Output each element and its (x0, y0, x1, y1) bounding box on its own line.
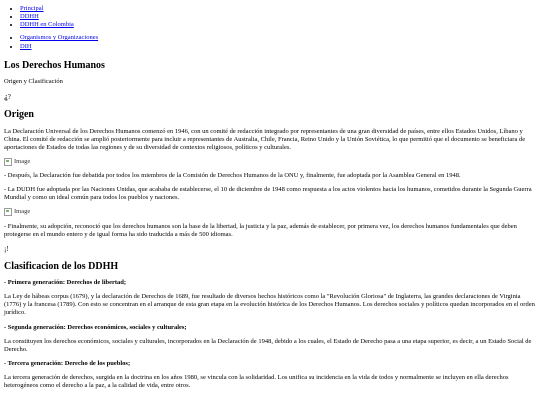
origen-paragraph-2: - Después, la Declaración fue debatida por todos los miembros de la Comisión de Derechos Humanos de la ONU y, finalmente, fue adoptada por la Asamblea General en 1948. (4, 172, 461, 179)
generation-1-title: - Primera generación: Derechos de libertad; (4, 279, 127, 286)
broken-image-2 (4, 208, 536, 216)
origen-paragraph-4: - Finalmente, su adopción, reconoció que los derechos humanos son la base de la libertad, la justicia y la paz, además de establecer, por primera vez, los derechos humanos fundamentales que deben protegerse en el mundo entero y de igual forma ha sido traducida a más de 500 idiomas. (4, 222, 517, 238)
section-heading-origen: Origen (4, 109, 34, 120)
image-alt-text: Image (14, 208, 31, 216)
nav-link-ddhh-colombia[interactable]: DDHH en Colombia (20, 21, 74, 29)
nav-link-principal[interactable]: Principal (20, 5, 44, 12)
origen-paragraph-1: La Declaración Universal de los Derechos Humanos comenzó en 1946, con un comité de redacción integrado por representantes de una gran diversidad de países, entre ellos Estados Unidos, Líbano y China. El comité de redacción se amplió posteriormente para incluir a representantes de Australia, Chile, Francia, Reino Unido y la Unión Soviética, lo que permitió que el documento se beneficiara de aportaciones de Estados de todas las regiones y de su diversidad de contextos religiosos, políticos y culturales. (4, 127, 526, 151)
generation-1-text: La Ley de hábeas corpus (1679), y la declaración de Derechos de 1689, fue resultado de diversos hechos históricos como la "Revolución Gloriosa" de Inglaterra, las grandes declaraciones de Virginia (1776) y la francesa (1789). Con esto se concentran en el arranque de esta gran etapa en la evolución histórica de los Derechos Humanos. Los derechos sociales y políticos quedan incorporados en el orden jurídico. (4, 293, 535, 317)
decorative-glyph: ⸘? (4, 93, 11, 102)
nav-link-organismos[interactable]: Organismos y Organizaciones (20, 34, 99, 42)
primary-nav (4, 5, 536, 29)
secondary-nav (4, 34, 536, 50)
generation-3-text: La tercera generación de derechos, surgida en la doctrina en los años 1980, se vincula con la solidaridad. Los unifica su incidencia en la vida de todos y normalmente se incluyen en ella derechos heterogéneos como el derecho a la paz, a la calidad de vida, entre otros. (4, 374, 509, 390)
page-title: Los Derechos Humanos (4, 59, 105, 71)
origen-paragraph-3: - La DUDH fue adoptada por las Naciones Unidas, que acababa de establecerse, el 10 de diciembre de 1948 como respuesta a los actos violentos hacia los humanos, cometidos durante la Segunda Guerra Mundial y como un ideal común para todos los pueblos y naciones. (4, 186, 532, 202)
page-subtitle: Origen y Clasificación (4, 78, 63, 86)
nav-item-organismos (20, 34, 536, 42)
nav-item-dih (20, 43, 536, 51)
nav-link-ddhh[interactable]: DDHH (20, 13, 39, 21)
nav-link-dih[interactable]: DIH (20, 42, 32, 50)
nav-item-principal (20, 5, 536, 13)
generation-2-text: La constituyen los derechos económicos, sociales y culturales, incorporados en la Declaración de 1948, debido a los cuales, el Estado de Derecho pasa a una etapa superior, es decir, a un Estado Social de Derecho. (4, 337, 532, 353)
section-heading-clasificacion: Clasificacion de los DDHH (4, 260, 119, 272)
decorative-glyph: ¡! (4, 244, 9, 253)
nav-item-ddhh-colombia (20, 21, 536, 29)
generation-3-title: - Tercera generación: Derecho de los pueblos; (4, 359, 131, 367)
broken-image-1 (4, 158, 536, 166)
broken-image-icon (4, 158, 12, 166)
nav-item-ddhh (20, 13, 536, 21)
broken-image-icon (4, 208, 12, 216)
generation-2-title: - Segunda generación: Derechos económicos, sociales y culturales; (4, 323, 187, 331)
image-alt-text: Image (14, 157, 31, 165)
